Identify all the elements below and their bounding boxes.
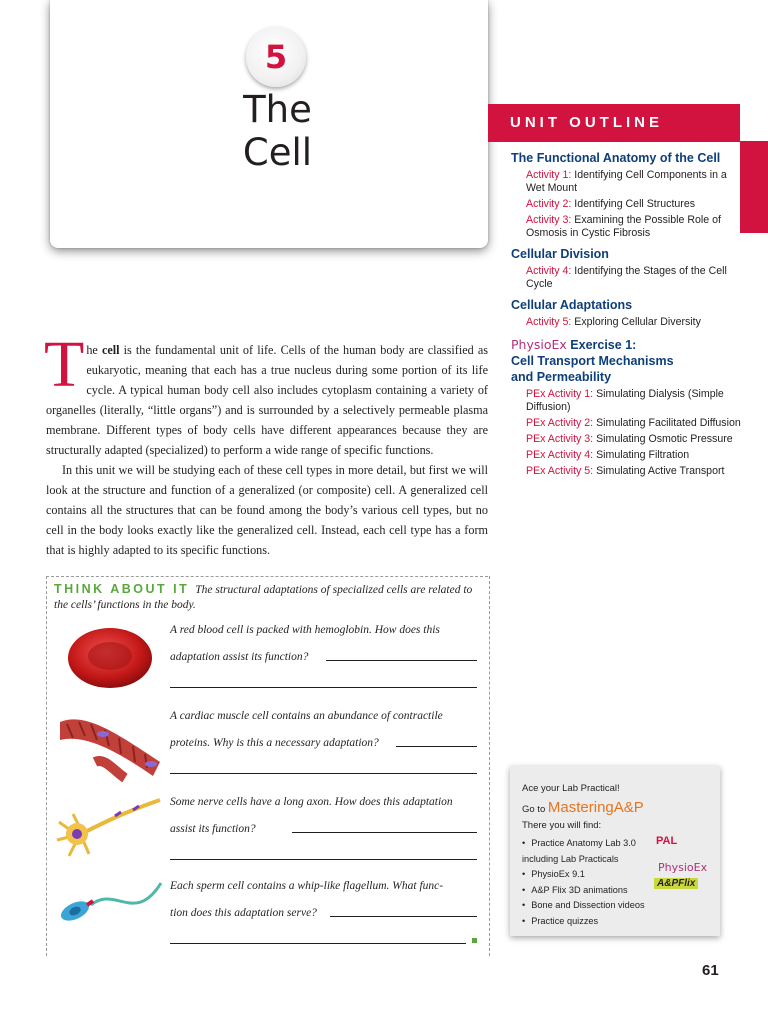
outline-activity: Activity 5: Exploring Cellular Diversity bbox=[526, 316, 701, 328]
unit-outline-sidebar-accent bbox=[740, 141, 768, 233]
unit-outline bbox=[511, 150, 741, 478]
chapter-title: The Cell bbox=[242, 88, 313, 174]
intro-body-text bbox=[44, 328, 488, 560]
intro-paragraph-1: The cell is the fundamental unit of life. Cells of the human body are classified as eukaryotic, meaning that each has a true nucleus during some portion of its life cycle. A typical human body cell also includes cytoplasm containing a variety of organelles (literally, “little organs”) and is surrounded by a selectively permeable plasma membrane. Different types of body cells have different appearances because they are structurally adapted (specialized) to perform a wide range of specific functions. bbox=[44, 328, 488, 457]
drop-cap: T bbox=[44, 328, 85, 401]
question-4: Each sperm cell contains a whip-like flagellum. What func- tion does this adaptation serve? bbox=[170, 880, 444, 919]
answer-line[interactable] bbox=[170, 943, 466, 944]
promo-headline: Ace your Lab Practical! bbox=[522, 783, 620, 794]
physioex-promo-logo: PhysioEx bbox=[658, 861, 708, 874]
answer-line[interactable] bbox=[170, 859, 477, 860]
outline-pex-activity: PEx Activity 1: Simulating Dialysis (Simple Diffusion) bbox=[526, 388, 724, 413]
outline-activity: Activity 4: Identifying the Stages of the Cell Cycle bbox=[526, 265, 727, 290]
outline-section-heading: Cellular Division bbox=[511, 247, 609, 261]
answer-line[interactable] bbox=[170, 773, 477, 774]
outline-pex-activity: PEx Activity 4: Simulating Filtration bbox=[526, 449, 690, 461]
answer-line[interactable] bbox=[170, 687, 477, 688]
think-about-it-heading: THINK ABOUT IT The structural adaptations of specialized cells are related to the cells’ functions in the body. bbox=[54, 582, 473, 611]
nerve-cell-image bbox=[55, 792, 165, 862]
promo-subhead: There you will find: bbox=[522, 820, 602, 831]
outline-pex-activity: PEx Activity 3: Simulating Osmotic Pressure bbox=[526, 433, 733, 445]
answer-line[interactable] bbox=[396, 746, 477, 747]
question-1: A red blood cell is packed with hemoglobin. How does this adaptation assist its function? bbox=[170, 624, 440, 663]
sperm-cell-image bbox=[55, 875, 165, 935]
promo-list-item: • Practice quizzes bbox=[522, 914, 662, 930]
page-number: 61 bbox=[702, 962, 719, 979]
promo-goto: Go to MasteringA&P bbox=[522, 799, 644, 816]
promo-list bbox=[522, 836, 662, 929]
outline-pex-activity: PEx Activity 5: Simulating Active Transport bbox=[526, 465, 725, 477]
question-3: Some nerve cells have a long axon. How does this adaptation assist its function? bbox=[170, 796, 453, 835]
apflix-logo: A&PFlix bbox=[654, 878, 698, 889]
cardiac-muscle-cell-image bbox=[55, 702, 165, 782]
answer-line[interactable] bbox=[330, 916, 477, 917]
chapter-number-badge: 5 bbox=[246, 27, 306, 87]
outline-pex-activity: PEx Activity 2: Simulating Facilitated Diffusion bbox=[526, 417, 741, 429]
red-blood-cell-image bbox=[62, 622, 158, 692]
promo-list-item: • Bone and Dissection videos bbox=[522, 898, 662, 914]
outline-activity: Activity 1: Identifying Cell Components in a Wet Mount bbox=[526, 169, 727, 194]
question-2: A cardiac muscle cell contains an abundance of contractile proteins. Why is this a necessary adaptation? bbox=[170, 710, 443, 749]
promo-list-item: • A&P Flix 3D animations bbox=[522, 883, 662, 899]
pal-logo: PAL bbox=[656, 835, 678, 847]
end-marker bbox=[472, 938, 477, 943]
promo-list-item: • Practice Anatomy Lab 3.0 including Lab Practicals bbox=[522, 836, 662, 867]
outline-activity: Activity 2: Identifying Cell Structures bbox=[526, 198, 696, 210]
outline-section-heading: Cellular Adaptations bbox=[511, 298, 633, 312]
mastering-promo-box bbox=[510, 766, 720, 936]
outline-activity: Activity 3: Examining the Possible Role of Osmosis in Cystic Fibrosis bbox=[526, 214, 721, 239]
physioex-heading: PhysioEx Exercise 1: Cell Transport Mechanisms and Permeability bbox=[511, 337, 674, 384]
outline-section-heading: The Functional Anatomy of the Cell bbox=[511, 151, 721, 165]
promo-list-item: • PhysioEx 9.1 bbox=[522, 867, 662, 883]
intro-paragraph-2: In this unit we will be studying each of these cell types in more detail, but first we will look at the structure and function of a generalized (or composite) cell. A generalized cell contains all the structures that can be found among the body’s various cell types, but no cell in the body looks exactly like the generalized cell. Instead, each cell type has a form that is highly adapted to its specific functions. bbox=[46, 463, 488, 557]
unit-outline-header: UNIT OUTLINE bbox=[488, 104, 740, 142]
mastering-ap-logo[interactable]: MasteringA&P bbox=[547, 799, 644, 816]
answer-line[interactable] bbox=[292, 832, 477, 833]
physioex-logo: PhysioEx bbox=[511, 337, 567, 352]
answer-line[interactable] bbox=[326, 660, 477, 661]
